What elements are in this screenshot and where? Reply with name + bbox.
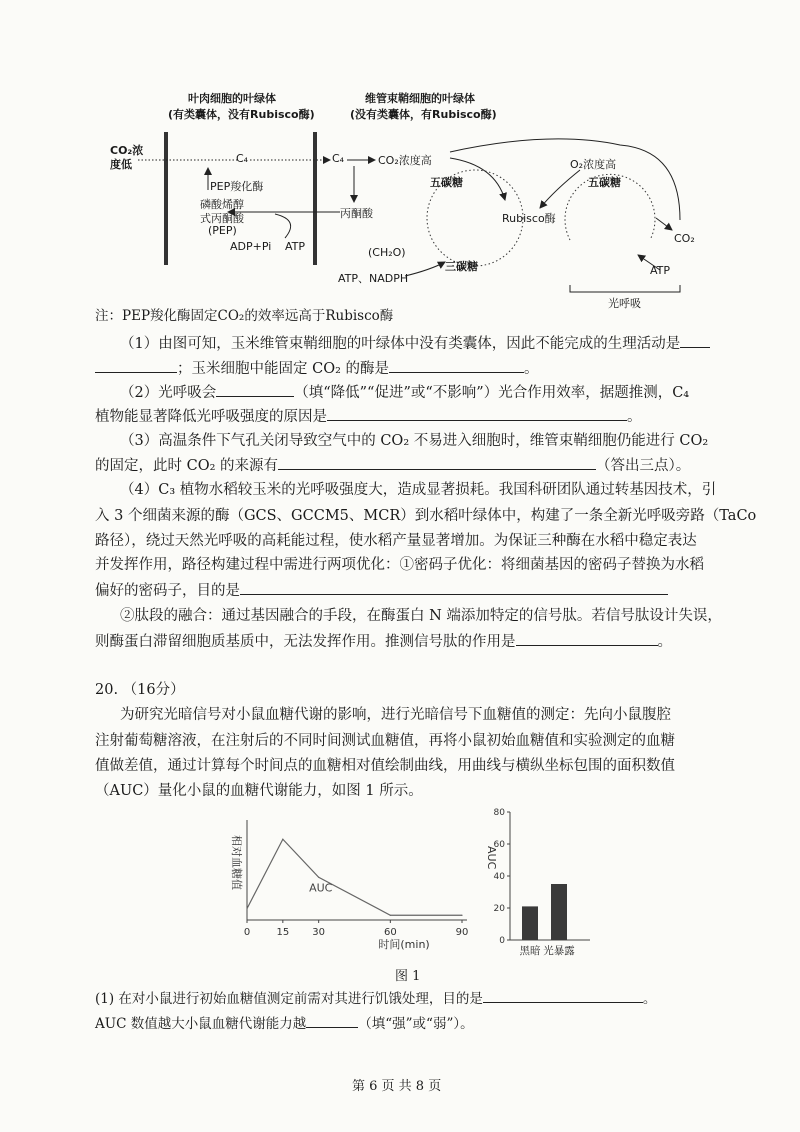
y-axis-label: 相对血糖值 bbox=[230, 835, 243, 890]
answer-blank[interactable] bbox=[240, 580, 668, 595]
x-tick-label: 90 bbox=[455, 927, 469, 938]
atp-left-label: ATP bbox=[285, 240, 306, 253]
c4-right-label: C₄ bbox=[332, 152, 345, 165]
figure-caption: 图 1 bbox=[395, 969, 421, 984]
q20-s1a: (1) 在对小鼠进行初始血糖值测定前需对其进行饥饿处理，目的是 bbox=[95, 991, 483, 1007]
y-tick-label: 40 bbox=[493, 872, 505, 882]
q20-sub1-line1 bbox=[95, 988, 656, 1009]
x-tick-label: 60 bbox=[383, 927, 397, 938]
q19-p3b: 的固定，此时 CO₂ 的来源有 bbox=[95, 458, 279, 474]
bundle-sheath-subtitle: (没有类囊体，有Rubisco酶) bbox=[350, 108, 497, 121]
q20-number: 20. （16分） bbox=[95, 682, 185, 698]
q20-sub1-line2 bbox=[95, 1013, 474, 1034]
y-axis-label: AUC bbox=[485, 846, 498, 870]
three-carbon-label: 三碳糖 bbox=[445, 260, 478, 273]
five-carbon-left-label: 五碳糖 bbox=[430, 176, 463, 189]
q19-part2-line1 bbox=[120, 382, 689, 403]
adp-label: ADP+Pi bbox=[230, 240, 272, 253]
bar-category-label: 黑暗 bbox=[519, 945, 541, 957]
q19-part4-line5 bbox=[95, 580, 668, 601]
diagram-note: 注：PEP羧化酶固定CO₂的效率远高于Rubisco酶 bbox=[95, 308, 394, 324]
data-point bbox=[282, 839, 283, 840]
five-carbon-right-label: 五碳糖 bbox=[588, 176, 621, 189]
q19-p1b: ；玉米细胞中能固定 CO₂ 的酶是 bbox=[177, 361, 390, 377]
mesophyll-subtitle: (有类囊体，没有Rubisco酶) bbox=[168, 108, 315, 121]
data-point bbox=[318, 877, 319, 878]
answer-blank[interactable] bbox=[389, 358, 524, 373]
x-axis-label: 时间(min) bbox=[378, 938, 430, 951]
blood-glucose-line-chart bbox=[225, 815, 485, 965]
auc-bar-chart bbox=[478, 800, 598, 965]
q19-p4g: 则酶蛋白滞留细胞质基质中，无法发挥作用。推测信号肽的作用是 bbox=[95, 634, 516, 650]
q19-part4-line1: （4）C₃ 植物水稻较玉米的光呼吸强度大，造成显著损耗。我国科研团队通过转基因技术，引 bbox=[120, 482, 717, 498]
co2-low-label-2: 度低 bbox=[110, 158, 132, 171]
arrow-atp-nadph bbox=[405, 262, 445, 276]
q20-intro-line1: 为研究光暗信号对小鼠血糖代谢的影响，进行光暗信号下血糖值的测定：先向小鼠腹腔 bbox=[120, 707, 671, 723]
co2-low-label-1: CO₂浓 bbox=[110, 144, 144, 157]
x-tick-label: 15 bbox=[276, 927, 290, 938]
q20-intro-line4: （AUC）量化小鼠的血糖代谢能力，如图 1 所示。 bbox=[95, 783, 423, 799]
rubisco-label: Rubisco酶 bbox=[502, 212, 556, 225]
atp-nadph-label: ATP、NADPH bbox=[338, 272, 409, 285]
y-tick-label: 80 bbox=[493, 808, 505, 818]
q20-s1b: 。 bbox=[642, 991, 657, 1007]
answer-blank[interactable] bbox=[680, 333, 710, 348]
q19-p1a: （1）由图可知，玉米维管束鞘细胞的叶绿体中没有类囊体，因此不能完成的生理活动是 bbox=[120, 336, 681, 352]
pep-label-3: (PEP) bbox=[208, 224, 237, 237]
q19-p2d: 。 bbox=[627, 409, 642, 425]
x-tick-label: 30 bbox=[312, 927, 326, 938]
auc-bar bbox=[551, 884, 567, 940]
pep-label-2: 式丙酮酸 bbox=[200, 212, 244, 225]
y-tick-label: 20 bbox=[493, 904, 505, 914]
q19-part4-line7 bbox=[95, 631, 672, 652]
q19-p4e: 偏好的密码子，目的是 bbox=[95, 583, 240, 599]
answer-blank[interactable] bbox=[327, 406, 627, 421]
answer-blank[interactable] bbox=[306, 1013, 358, 1028]
photosynthesis-diagram bbox=[100, 90, 710, 310]
auc-bar bbox=[522, 906, 538, 940]
q20-intro-line3: 值做差值，通过计算每个时间点的血糖相对值绘制曲线，用曲线与横纵坐标包围的面积数值 bbox=[95, 758, 675, 774]
c4-left-label: C₄ bbox=[236, 152, 249, 165]
q19-p2a: （2）光呼吸会 bbox=[120, 385, 217, 401]
q20-s2a: AUC 数值越大小鼠血糖代谢能力越 bbox=[95, 1016, 307, 1032]
data-point bbox=[461, 915, 462, 916]
page-footer: 第 6 页 共 8 页 bbox=[352, 1079, 442, 1094]
y-tick-label: 60 bbox=[493, 840, 505, 850]
arrow-co2-return bbox=[450, 139, 680, 220]
photorespiration-label: 光呼吸 bbox=[608, 297, 641, 310]
pep-label-1: 磷酸烯醇 bbox=[200, 198, 244, 211]
q20-s2b: （填“强”或“弱”）。 bbox=[358, 1016, 474, 1032]
x-tick-label: 0 bbox=[243, 927, 251, 938]
photorespiration-brace bbox=[570, 285, 680, 292]
q19-part1-line1 bbox=[120, 333, 710, 354]
pep-enzyme-label: PEP羧化酶 bbox=[210, 180, 264, 193]
q19-p4h: 。 bbox=[657, 634, 672, 650]
q19-part4-line6: ②肽段的融合：通过基因融合的手段，在酶蛋白 N 端添加特定的信号肽。若信号肽设计失误， bbox=[120, 608, 722, 624]
mesophyll-title: 叶肉细胞的叶绿体 bbox=[188, 92, 276, 105]
o2-high-label: O₂浓度高 bbox=[570, 158, 617, 171]
atp-curve bbox=[275, 214, 291, 238]
co2-high-label: CO₂浓度高 bbox=[378, 154, 432, 167]
q19-part3-line2 bbox=[95, 455, 690, 476]
q19-part4-line4: 并发挥作用，路径构建过程中需进行两项优化：①密码子优化：将细菌基因的密码子替换为水稻 bbox=[95, 557, 704, 573]
answer-blank[interactable] bbox=[216, 382, 294, 397]
pyruvate-label: 丙酮酸 bbox=[340, 207, 373, 220]
data-point bbox=[246, 908, 247, 909]
q19-part2-line2 bbox=[95, 406, 642, 427]
data-point bbox=[390, 915, 391, 916]
bar-category-label: 光暴露 bbox=[543, 945, 575, 957]
co2-right-label: CO₂ bbox=[674, 232, 695, 245]
auc-annotation: AUC bbox=[309, 881, 333, 895]
atp-right-label: ATP bbox=[650, 264, 671, 277]
q19-p2b: （填“降低”“促进”或“不影响”）光合作用效率，据题推测，C₄ bbox=[294, 385, 690, 401]
ch2o-label: (CH₂O) bbox=[368, 246, 406, 259]
y-tick-label: 0 bbox=[499, 936, 505, 946]
q19-p1c: 。 bbox=[524, 361, 539, 377]
glucose-line bbox=[247, 839, 462, 915]
bundle-sheath-title: 维管束鞘细胞的叶绿体 bbox=[365, 92, 475, 105]
q19-part4-line3: 路径），绕过天然光呼吸的高耗能过程，使水稻产量显著增加。为保证三种酶在水稻中稳定表达 bbox=[95, 533, 697, 549]
q19-part1-line2 bbox=[95, 358, 539, 379]
q19-p3c: （答出三点）。 bbox=[596, 458, 691, 474]
arrow-o2-rubisco bbox=[540, 170, 580, 208]
answer-blank[interactable] bbox=[483, 988, 643, 1003]
q19-part4-line2: 入 3 个细菌来源的酶（GCS、GCCM5、MCR）到水稻叶绿体中，构建了一条全新光呼吸旁路（TaCo bbox=[95, 508, 757, 524]
answer-blank[interactable] bbox=[278, 455, 596, 470]
arrow-to-co2-right bbox=[656, 218, 672, 230]
answer-blank[interactable] bbox=[516, 631, 658, 646]
answer-blank[interactable] bbox=[95, 358, 177, 373]
q19-part3-line1: （3）高温条件下气孔关闭导致空气中的 CO₂ 不易进入细胞时，维管束鞘细胞仍能进行 CO₂ bbox=[120, 433, 709, 449]
q20-intro-line2: 注射葡萄糖溶液，在注射后的不同时间测试血糖值，再将小鼠初始血糖值和实验测定的血糖 bbox=[95, 733, 675, 749]
q19-p2c: 植物能显著降低光呼吸强度的原因是 bbox=[95, 409, 327, 425]
